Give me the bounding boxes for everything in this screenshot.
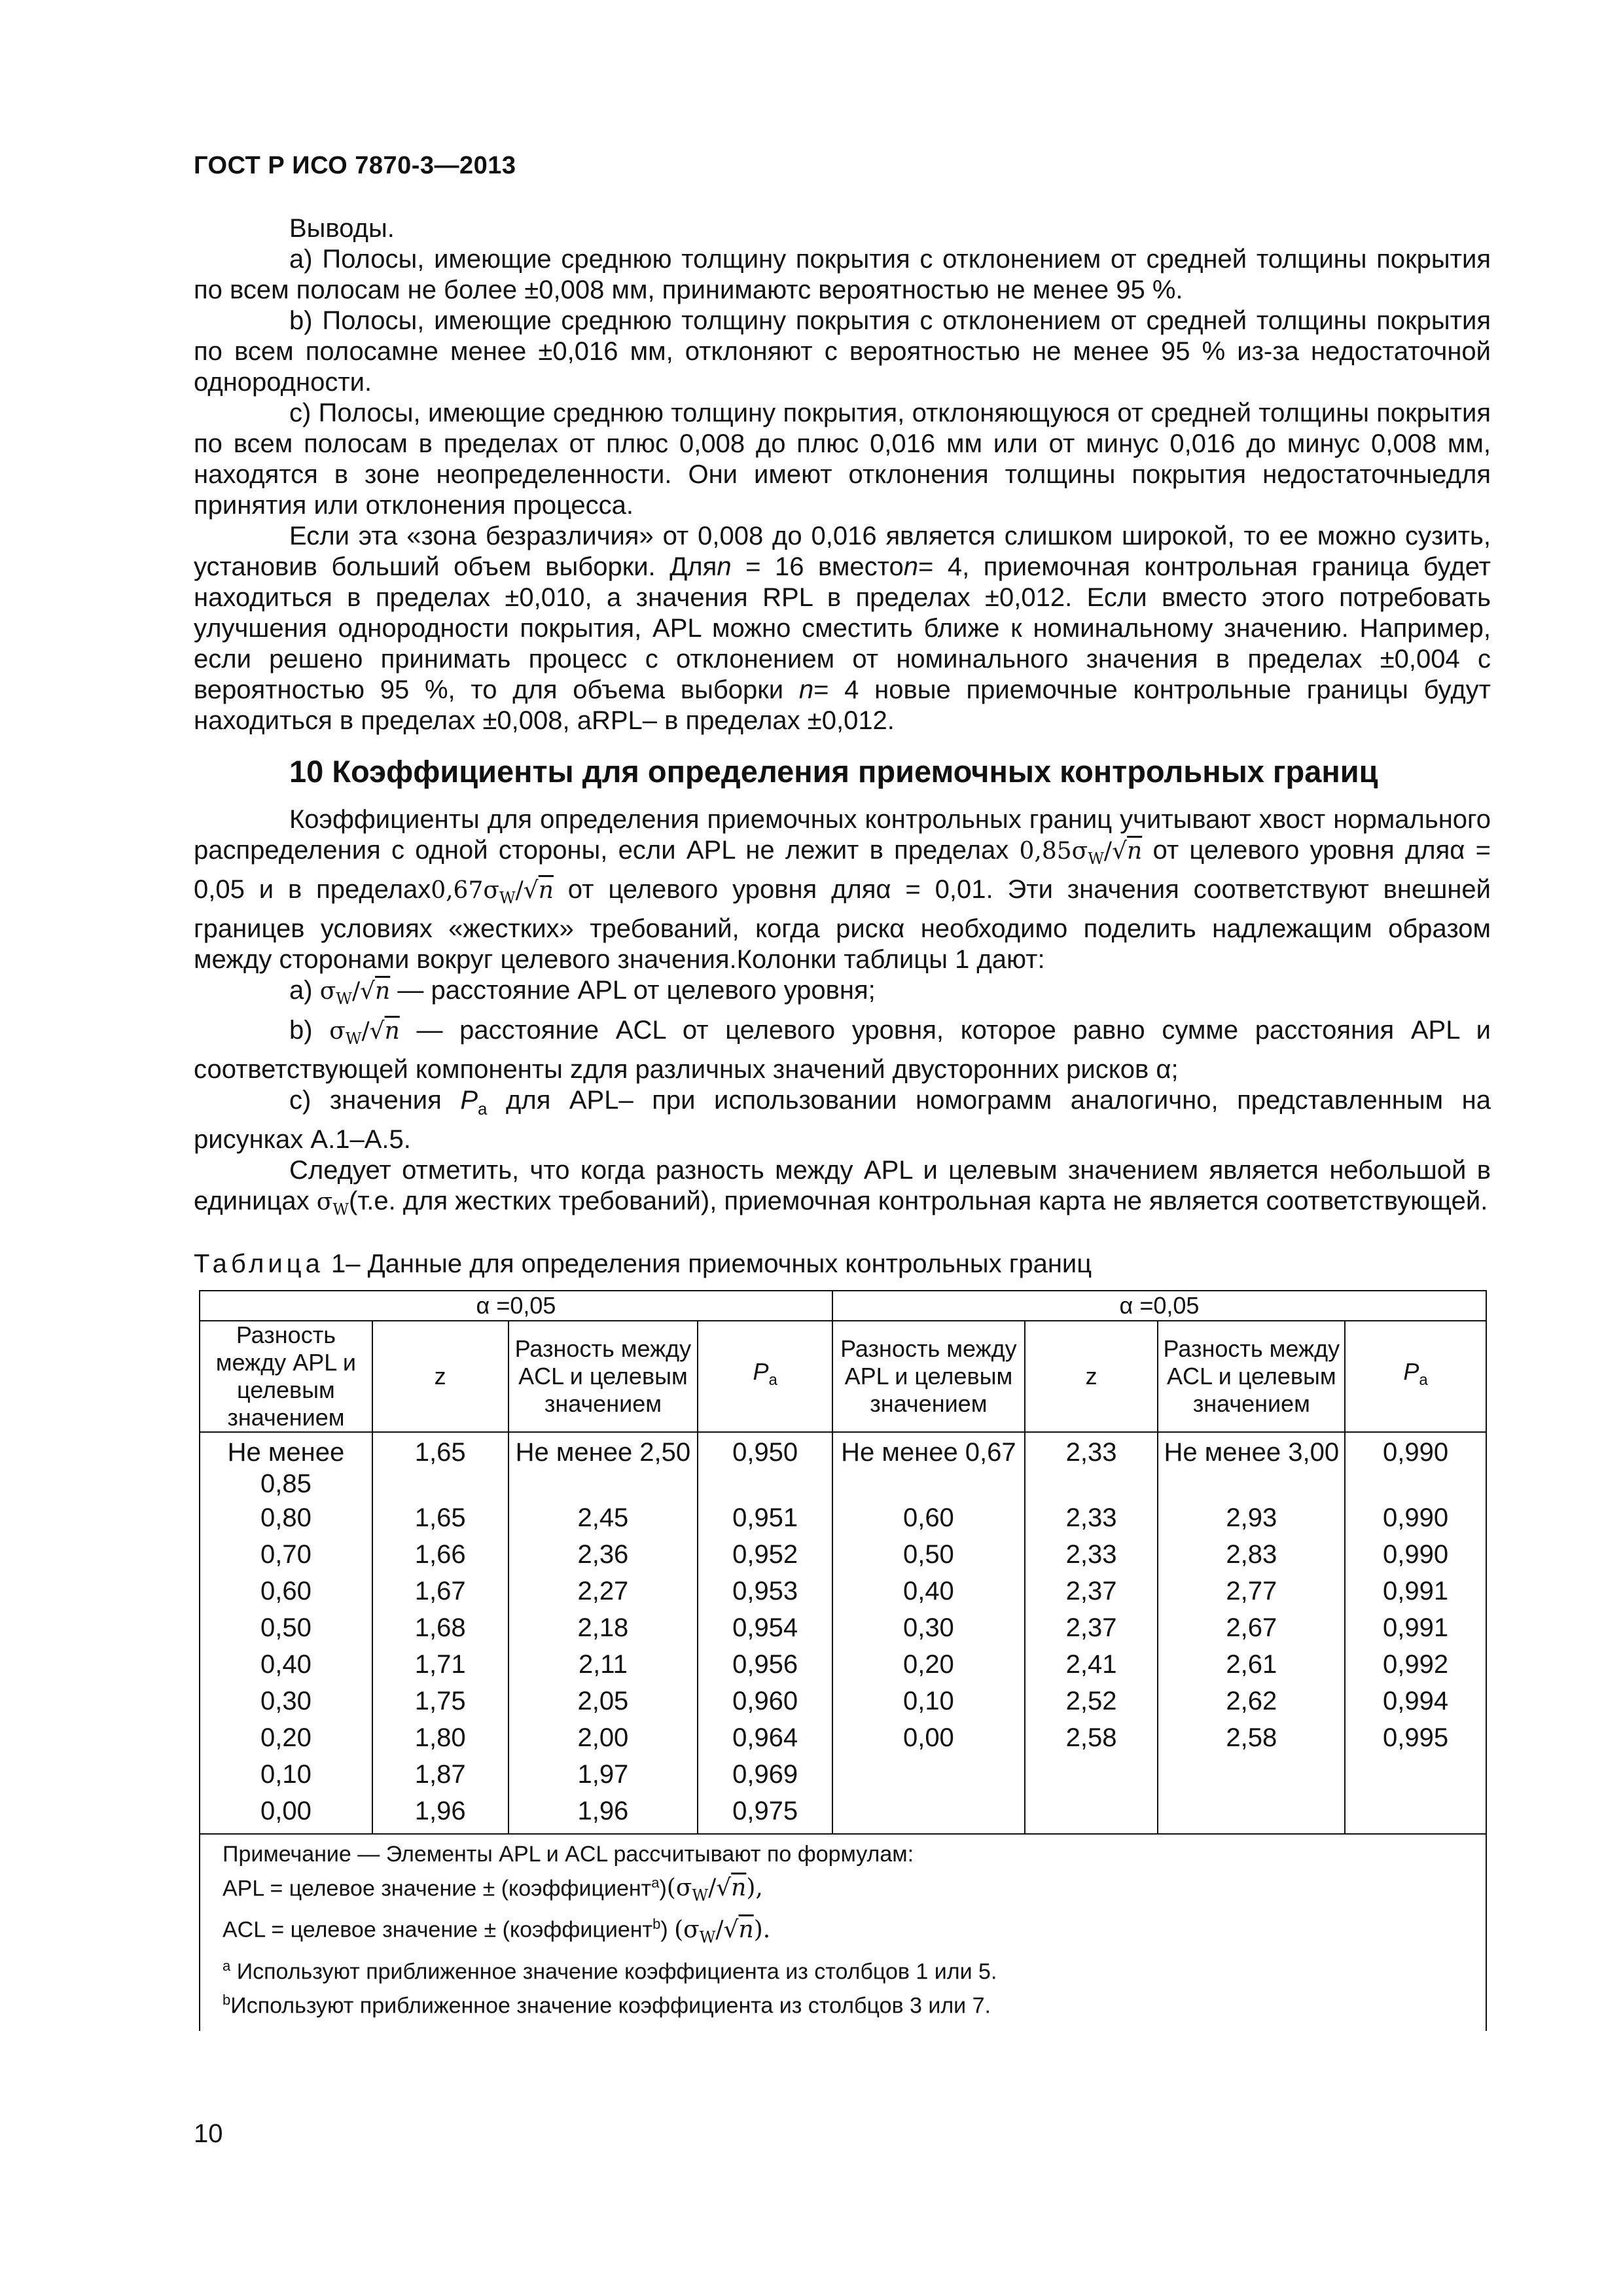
conclusion-c: c) Полосы, имеющие среднюю толщину покрытия, отклоняющуюся от средней толщины покрытия по всем полосам в пределах от плюс 0,008 до плюс 0,016 мм или от минус 0,016 до минус 0,008 мм, находятся в зоне неопределенности. Они имеют отклонения толщины покрытия недостаточныедля принятия или отклонения процесса. [194, 399, 1491, 520]
table-cell: 1,68 [372, 1609, 508, 1646]
table-cell: 1,66 [372, 1536, 508, 1573]
table-cell: 1,65 [372, 1499, 508, 1536]
table-cell: 1,67 [372, 1573, 508, 1609]
table-cell: 2,00 [508, 1719, 698, 1756]
table-cell: 0,40 [200, 1646, 372, 1683]
table-row [200, 1646, 1486, 1683]
table-cell: 2,27 [508, 1573, 698, 1609]
table-cell: 1,75 [372, 1683, 508, 1719]
table-cell: 2,45 [508, 1499, 698, 1536]
table-cell: 2,83 [1158, 1536, 1345, 1573]
table-cell: 0,00 [832, 1719, 1025, 1756]
table-title: Таблица 1– Данные для определения приемочных контрольных границ [194, 1249, 1092, 1278]
section-title: 10 Коэффициенты для определения приемочных контрольных границ [289, 754, 1378, 789]
table-cell: Не менее 0,67 [832, 1432, 1025, 1499]
table-row [200, 1536, 1486, 1573]
table-cell [832, 1756, 1025, 1793]
table-cell: 1,65 [372, 1432, 508, 1499]
list-item-a: a) $\sigma_W/√n$ — расстояние APL от целевого уровня; [289, 976, 876, 1009]
table-cell: 1,96 [508, 1793, 698, 1834]
table-cell: 0,60 [200, 1573, 372, 1609]
table-cell: 2,33 [1025, 1536, 1158, 1573]
formula: $0,85\sigma_W/√n$ [1019, 838, 1143, 869]
table-cell [1345, 1756, 1486, 1793]
column-header: z [372, 1321, 508, 1432]
column-header: Разность между ACL и целевым значением [508, 1321, 698, 1432]
table-cell: 2,67 [1158, 1609, 1345, 1646]
table-cell: Не менее 2,50 [508, 1432, 698, 1499]
table-cell: 0,990 [1345, 1499, 1486, 1536]
coefficients-paragraph: Коэффициенты для определения приемочных контрольных границ учитывают хвост нормального распределения с одной стороны, если APL не лежит в пределах $0,85\sigma_W/√n$ от целевого уровня дляα = 0,05 и в $пределах0,67\sigma_W/√n$ от целевого уровня дляα = 0,01. Эти значения соответствуют внешней границев условиях «жестких» требований, когда рискα необходимо поделить надлежащим образом между сторонами вокруг целевого значения.Колонки таблицы 1 дают: [194, 805, 1491, 975]
table-cell: 1,87 [372, 1756, 508, 1793]
column-header: $P_a$ [1345, 1321, 1486, 1432]
table-cell: 0,70 [200, 1536, 372, 1573]
formula: $\sigma_W/√n$ [329, 1017, 400, 1048]
table-cell: 2,18 [508, 1609, 698, 1646]
table-cell: 2,61 [1158, 1646, 1345, 1683]
table-cell: 0,60 [832, 1499, 1025, 1536]
table-cell [1158, 1756, 1345, 1793]
table-cell: 2,05 [508, 1683, 698, 1719]
table-cell: 0,10 [200, 1756, 372, 1793]
table-cell: 2,37 [1025, 1609, 1158, 1646]
table-cell: 0,954 [698, 1609, 832, 1646]
table-note-row [200, 1834, 1486, 2031]
table-cell: 2,33 [1025, 1499, 1158, 1536]
table-row [200, 1499, 1486, 1536]
note-line: Примечание — Элементы APL и ACL рассчитывают по формулам: [223, 1841, 914, 1867]
table-row [200, 1756, 1486, 1793]
column-header: $P_a$ [698, 1321, 832, 1432]
alpha-header-right: α =0,05 [832, 1291, 1486, 1321]
column-header: Разность между ACL и целевым значением [1158, 1321, 1345, 1432]
page-number: 10 [194, 2119, 223, 2148]
data-table [199, 1290, 1487, 2031]
table-cell: 0,20 [200, 1719, 372, 1756]
table-row [200, 1719, 1486, 1756]
table-cell: 0,969 [698, 1756, 832, 1793]
table-cell: 0,10 [832, 1683, 1025, 1719]
table-cell: 0,992 [1345, 1646, 1486, 1683]
table-cell: 2,41 [1025, 1646, 1158, 1683]
footnote-b: $^b$Используют приближенное значение коэффициента из столбцов 3 или 7. [223, 1992, 991, 2018]
note-apl-formula: APL = целевое значение ± $(коэффициент^a)(\sigma_W/√n)$, [223, 1874, 763, 1905]
table-row [200, 1683, 1486, 1719]
table-cell: 0,20 [832, 1646, 1025, 1683]
table-cell: 0,80 [200, 1499, 372, 1536]
table-cell: 0,950 [698, 1432, 832, 1499]
table-cell: 0,40 [832, 1573, 1025, 1609]
table-cell: 0,50 [832, 1536, 1025, 1573]
table-cell: 0,00 [200, 1793, 372, 1834]
formula: $\sigma_W/√n$ [319, 978, 391, 1009]
table-cell: 0,991 [1345, 1609, 1486, 1646]
table-cell: 0,951 [698, 1499, 832, 1536]
conclusion-b: b) Полосы, имеющие среднюю толщину покрытия с отклонением от средней толщины покрытия по всем полосамне менее ±0,016 мм, отклоняют с вероятностью не менее 95 % из-за недостаточной однородности. [194, 306, 1491, 397]
table-cell: 2,11 [508, 1646, 698, 1683]
conclusions-heading: Выводы. [289, 214, 395, 243]
table-row [200, 1432, 1486, 1499]
table-cell: 0,30 [200, 1683, 372, 1719]
table-cell: 2,37 [1025, 1573, 1158, 1609]
document-header: ГОСТ Р ИСО 7870-3—2013 [194, 152, 516, 179]
table-cell: 2,36 [508, 1536, 698, 1573]
table-cell: 1,80 [372, 1719, 508, 1756]
column-header: Разность между APL и целевым значением [832, 1321, 1025, 1432]
table-row [200, 1609, 1486, 1646]
table-cell: Не менее 3,00 [1158, 1432, 1345, 1499]
table-cell [1025, 1756, 1158, 1793]
table-cell: 0,952 [698, 1536, 832, 1573]
alpha-header-left: α =0,05 [200, 1291, 832, 1321]
table-cell [1025, 1793, 1158, 1834]
table-cell: 2,33 [1025, 1432, 1158, 1499]
table-cell: 2,62 [1158, 1683, 1345, 1719]
table-cell: 2,58 [1158, 1719, 1345, 1756]
table-cell: 0,964 [698, 1719, 832, 1756]
column-header: Разность между APL и целевым значением [200, 1321, 372, 1432]
formula: $(\sigma_W/√n)$, [666, 1874, 763, 1905]
note-paragraph: Следует отметить, что когда разность между APL и целевым значением является небольшой в единицах $\sigma_W(т.е$. для жестких требований), приемочная контрольная карта не является соответствующей. [194, 1155, 1491, 1219]
table-cell: 0,50 [200, 1609, 372, 1646]
footnote-a: $^a$ Используют приближенное значение коэффициента из столбцов 1 или 5. [223, 1957, 997, 1984]
table-cell [1345, 1793, 1486, 1834]
table-cell: 0,990 [1345, 1432, 1486, 1499]
table-note [200, 1834, 1486, 2031]
table-cell: 1,71 [372, 1646, 508, 1683]
formula: $(\sigma_W/√n)$. [674, 1916, 771, 1946]
table-cell: 2,93 [1158, 1499, 1345, 1536]
table-cell: 0,953 [698, 1573, 832, 1609]
table-cell: 2,58 [1025, 1719, 1158, 1756]
table-cell: 0,994 [1345, 1683, 1486, 1719]
table-cell [1158, 1793, 1345, 1834]
table-cell [832, 1793, 1025, 1834]
table-row [200, 1573, 1486, 1609]
table-cell: 0,956 [698, 1646, 832, 1683]
table-cell: Не менее 0,85 [200, 1432, 372, 1499]
table-cell: 0,990 [1345, 1536, 1486, 1573]
note-acl-formula: ACL = целевое значение ± (коэффициент$^b$) $(\sigma_W/√n)$. [223, 1916, 771, 1946]
main-content [194, 213, 1491, 2031]
formula: $\sigma_W$ [316, 1188, 349, 1219]
table-cell: 2,77 [1158, 1573, 1345, 1609]
list-item-b: b) $\sigma_W/√n$ — расстояние ACL от целевого уровня, которое равно сумме расстояния APL и соответствующей компоненты zдля различных значений двусторонних рисков α; [194, 1015, 1491, 1084]
formula: $0,67\sigma_W/√n$ [431, 877, 554, 908]
column-header: z [1025, 1321, 1158, 1432]
table-row [200, 1793, 1486, 1834]
table-cell: 2,52 [1025, 1683, 1158, 1719]
table-cell: 1,96 [372, 1793, 508, 1834]
table-cell: 0,30 [832, 1609, 1025, 1646]
conclusion-a: a) Полосы, имеющие среднюю толщину покрытия с отклонением от средней толщины покрытия по всем полосам не более ±0,008 мм, принимаютс вероятностью не менее 95 %. [194, 245, 1491, 304]
table-cell: 0,991 [1345, 1573, 1486, 1609]
table-cell: 0,960 [698, 1683, 832, 1719]
table-cell: 0,975 [698, 1793, 832, 1834]
table-cell: 1,97 [508, 1756, 698, 1793]
list-item-c: c) значения $P_a$ для APL– при использовании номограмм аналогично, представленным на рисунках A.1–A.5. [194, 1085, 1491, 1154]
table-cell: 0,995 [1345, 1719, 1486, 1756]
zone-paragraph: Если эта «зона безразличия» от 0,008 до 0,016 является слишком широкой, то ее можно сузить, установив больший объем выборки. Дляn = 16 вместоn= 4, приемочная контрольная граница будет находиться в пределах ±0,010, а значения RPL в пределах ±0,012. Если вместо этого потребовать улучшения однородности покрытия, APL можно сместить ближе к номинальному значению. Например, если решено принимать процесс с отклонением от номинального значения в пределах ±0,004 с вероятностью 95 %, то для объема выборки n= 4 новые приемочные контрольные границы будут находиться в пределах ±0,008, aRPL– в пределах ±0,012. [194, 522, 1491, 735]
